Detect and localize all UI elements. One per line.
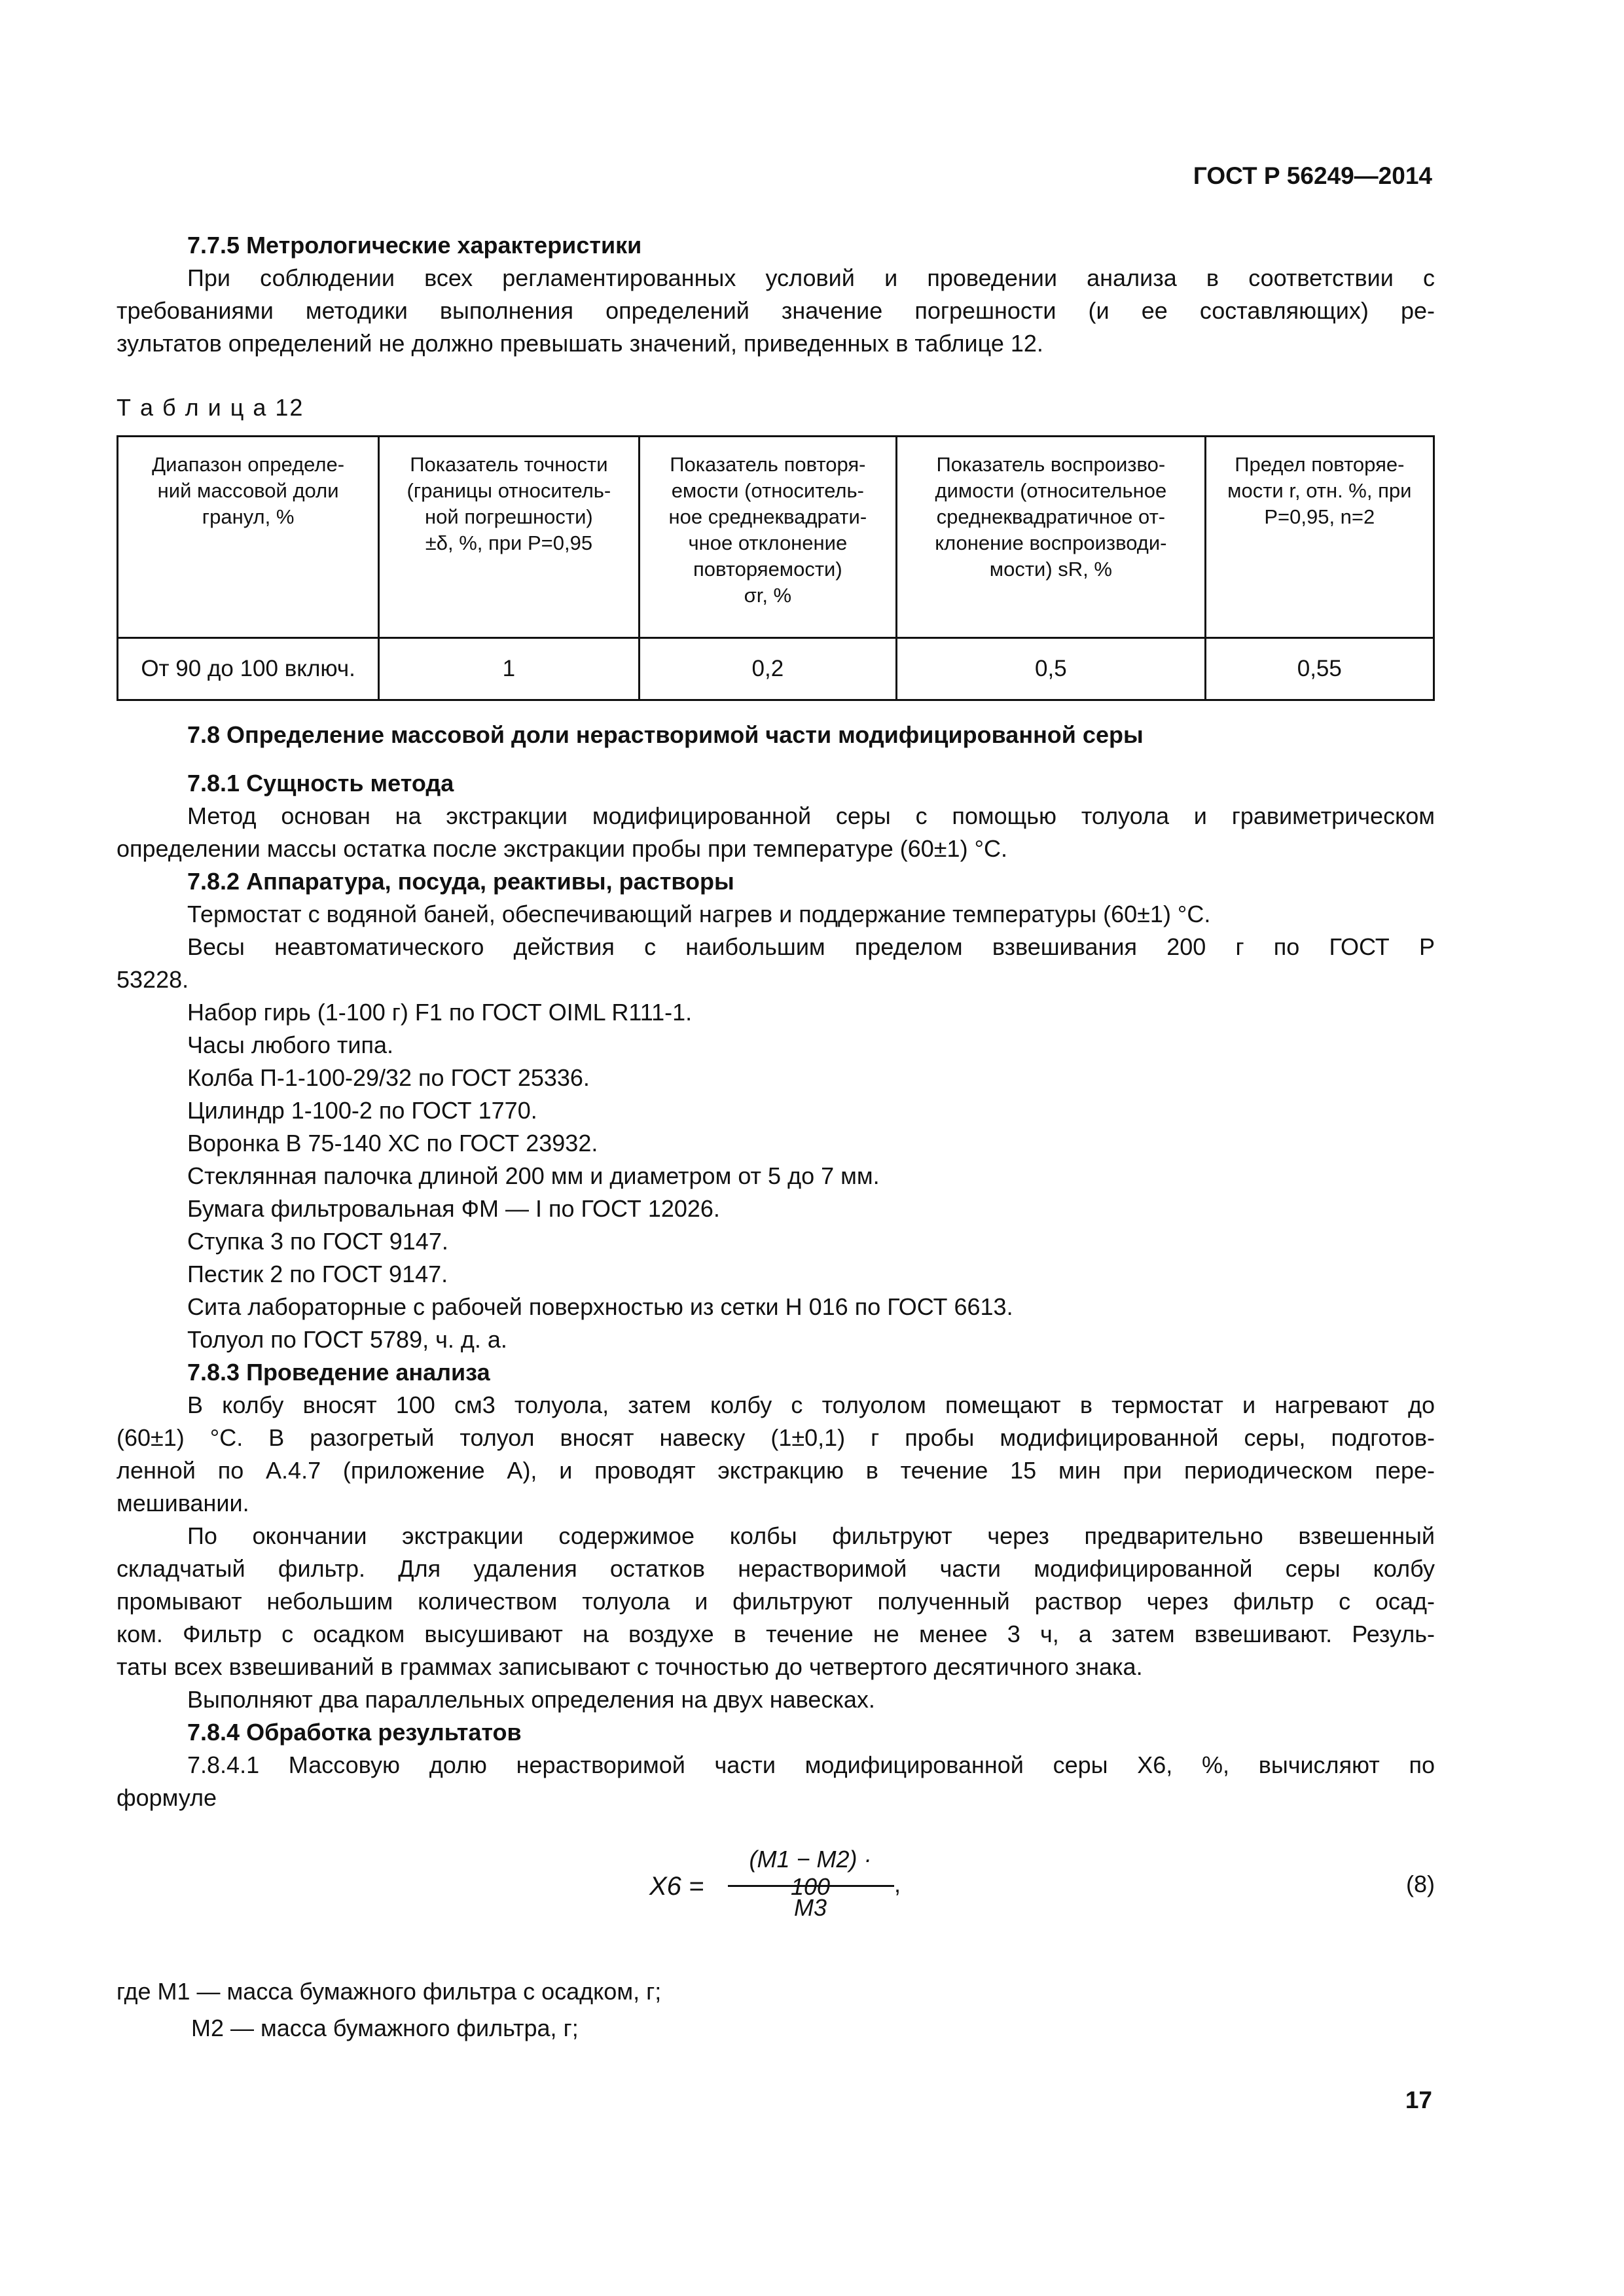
table-cell-range: От 90 до 100 включ. xyxy=(118,638,379,700)
table-cell-repeatability: 0,2 xyxy=(639,638,897,700)
table-header-col4: Показатель воспроизво- димости (относительное среднеквадратичное от- клонение воспроизводи- мости) sR, % xyxy=(897,437,1205,638)
table-header-col1: Диапазон определе- ний массовой доли гранул, % xyxy=(118,437,379,638)
table-12 xyxy=(117,435,1435,701)
section-775-line-3: зультатов определений не должно превышать значений, приведенных в таблице 12. xyxy=(117,330,1043,357)
table-row xyxy=(118,638,1434,700)
section-783-p3: Выполняют два параллельных определения на двух навесках. xyxy=(187,1686,875,1713)
table-header-col3: Показатель повторя- емости (относитель- ное среднеквадрати- чное отклонение повторяемости) σr, % xyxy=(639,437,897,638)
section-784-title: 7.8.4 Обработка результатов xyxy=(187,1719,522,1746)
list-item: Стеклянная палочка длиной 200 мм и диаметром от 5 до 7 мм. xyxy=(187,1162,880,1189)
list-item: Цилиндр 1-100-2 по ГОСТ 1770. xyxy=(187,1097,537,1124)
table-caption: Т а б л и ц а 12 xyxy=(117,394,304,421)
section-784-line-1: 7.8.4.1 Массовую долю нерастворимой части модифицированной серы X6, %, вычисляют по xyxy=(187,1751,1435,1778)
doc-id-header: ГОСТ Р 56249—2014 xyxy=(1193,162,1432,189)
list-item: Ступка 3 по ГОСТ 9147. xyxy=(187,1228,448,1255)
list-item: Набор гирь (1-100 г) F1 по ГОСТ OIML R111-1. xyxy=(187,999,693,1026)
formula-tail: , xyxy=(894,1871,901,1897)
table-header-row xyxy=(118,437,1434,638)
list-item: Бумага фильтровальная ФМ — I по ГОСТ 12026. xyxy=(187,1195,720,1222)
table-cell-reproducibility: 0,5 xyxy=(897,638,1205,700)
section-783-p1-line-4: мешивании. xyxy=(117,1490,249,1516)
table-header-col2: Показатель точности (границы относитель- ной погрешности) ±δ, %, при P=0,95 xyxy=(379,437,639,638)
list-item: Колба П-1-100-29/32 по ГОСТ 25336. xyxy=(187,1064,590,1091)
section-783-p2-line-2: складчатый фильтр. Для удаления остатков нерастворимой части модифицированной серы колбу xyxy=(117,1555,1435,1582)
section-783-p2-line-3: промывают небольшим количеством толуола и фильтруют полученный раствор через фильтр с осад- xyxy=(117,1588,1435,1615)
section-781-title: 7.8.1 Сущность метода xyxy=(187,770,454,797)
formula-numerator: (M1 − M2) · 100 xyxy=(749,1846,872,1900)
list-item: Сита лабораторные с рабочей поверхностью из сетки Н 016 по ГОСТ 6613. xyxy=(187,1293,1013,1320)
formula-fraction-line xyxy=(728,1885,894,1887)
list-item: Толуол по ГОСТ 5789, ч. д. а. xyxy=(187,1326,507,1353)
table-cell-accuracy: 1 xyxy=(379,638,639,700)
table-cell-limit: 0,55 xyxy=(1205,638,1434,700)
section-775-line-2: требованиями методики выполнения определений значение погрешности (и ее составляющих) ре- xyxy=(117,297,1435,324)
formula-lhs: X6 = xyxy=(649,1872,704,1901)
section-783-p1-line-3: ленной по А.4.7 (приложение А), и проводят экстракцию в течение 15 мин при периодическом пере- xyxy=(117,1457,1435,1484)
formula-number: (8) xyxy=(1406,1871,1435,1897)
section-775-line-1: При соблюдении всех регламентированных условий и проведении анализа в соответствии с xyxy=(187,264,1435,291)
list-item: Воронка В 75-140 ХС по ГОСТ 23932. xyxy=(187,1130,598,1157)
section-783-p2-line-5: таты всех взвешиваний в граммах записывают с точностью до четвертого десятичного знака. xyxy=(117,1653,1143,1680)
section-783-p1-line-1: В колбу вносят 100 см3 толуола, затем колбу с толуолом помещают в термостат и нагревают до xyxy=(187,1391,1435,1418)
section-781-line-1: Метод основан на экстракции модифицированной серы с помощью толуола и гравиметрическом xyxy=(187,802,1435,829)
table-header-col5: Предел повторяе- мости r, отн. %, при P=0,95, n=2 xyxy=(1205,437,1434,638)
section-78-title: 7.8 Определение массовой доли нерастворимой части модифицированной серы xyxy=(187,721,1144,748)
page-number: 17 xyxy=(1405,2087,1432,2113)
legend-m2: M2 — масса бумажного фильтра, г; xyxy=(191,2015,579,2041)
section-775-title: 7.7.5 Метрологические характеристики xyxy=(187,232,642,259)
section-782-line-1: Термостат с водяной баней, обеспечивающий нагрев и поддержание температуры (60±1) °С. xyxy=(187,901,1211,927)
section-784-line-2: формуле xyxy=(117,1784,217,1811)
section-782-title: 7.8.2 Аппаратура, посуда, реактивы, растворы xyxy=(187,868,734,895)
list-item: Пестик 2 по ГОСТ 9147. xyxy=(187,1261,448,1287)
formula-denominator: M3 xyxy=(793,1894,827,1921)
section-783-title: 7.8.3 Проведение анализа xyxy=(187,1359,490,1386)
section-783-p2-line-4: ком. Фильтр с осадком высушивают на воздухе в течение не менее 3 ч, а затем взвешивают. Резуль- xyxy=(117,1621,1435,1647)
section-782-line-2b: 53228. xyxy=(117,966,189,993)
section-781-line-2: определении массы остатка после экстракции пробы при температуре (60±1) °С. xyxy=(117,835,1007,862)
legend-m1: где M1 — масса бумажного фильтра с осадком, г; xyxy=(117,1978,662,2005)
section-783-p2-line-1: По окончании экстракции содержимое колбы фильтруют через предварительно взвешенный xyxy=(187,1522,1435,1549)
section-782-line-2a: Весы неавтоматического действия с наибольшим пределом взвешивания 200 г по ГОСТ Р xyxy=(187,933,1435,960)
list-item: Часы любого типа. xyxy=(187,1031,394,1058)
section-783-p1-line-2: (60±1) °С. В разогретый толуол вносят навеску (1±0,1) г пробы модифицированной серы, подготов- xyxy=(117,1424,1435,1451)
